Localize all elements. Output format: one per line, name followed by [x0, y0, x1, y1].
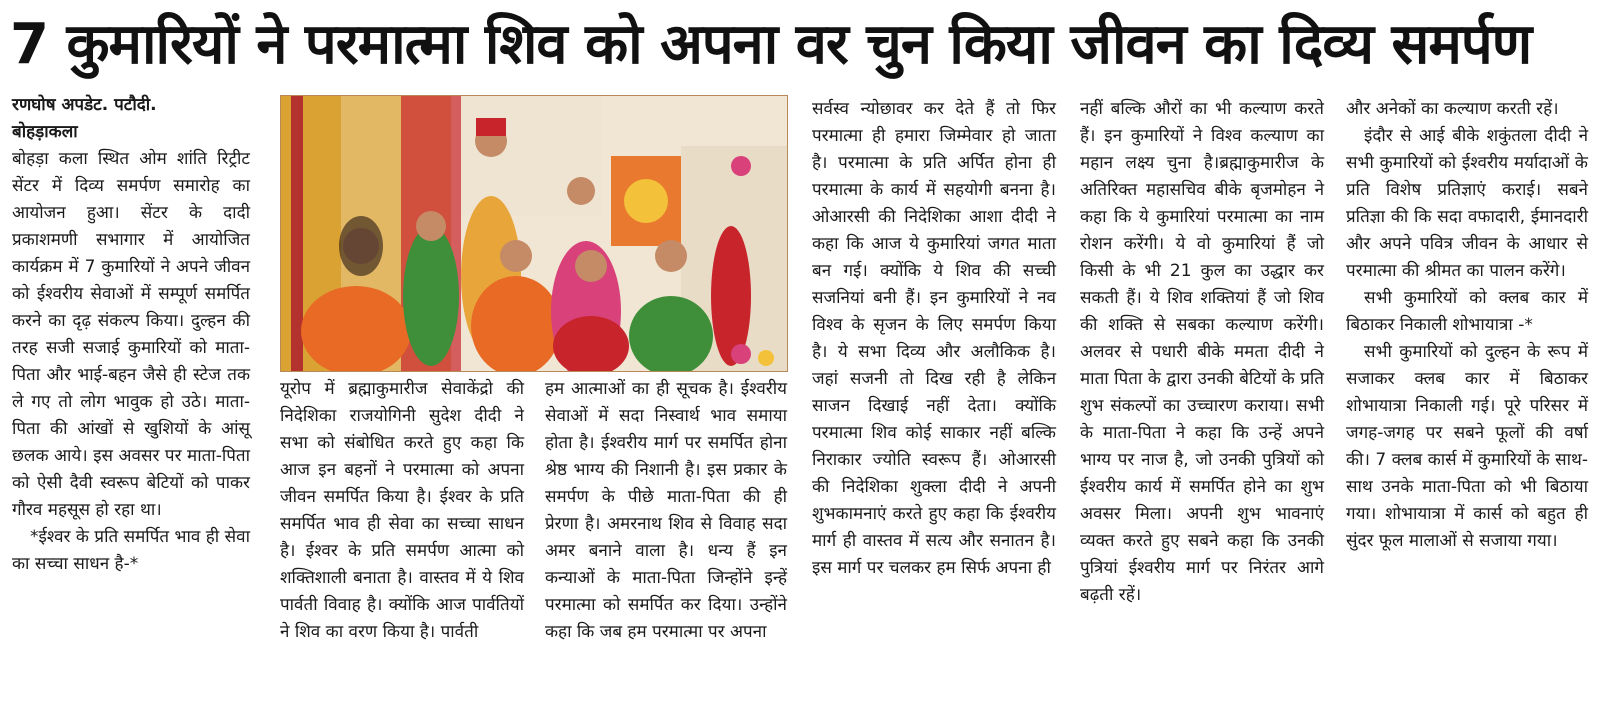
- news-photo: [280, 95, 788, 372]
- paragraph: यूरोप में ब्रह्माकुमारीज सेवाकेंद्रो की निदेशिका राजयोगिनी सुदेश दीदी ने सभा को संबोधित करते हुए कहा कि आज इन बहनों ने परमात्मा को अपना जीवन समर्पित किया है। ईश्वर के प्रति समर्पित भाव ही सेवा का सच्चा साधन है। ईश्वर के प्रति समर्पण आत्मा को शक्तिशाली बनाता है। वास्तव में ये शिव पार्वती विवाह है। क्योंकि आज पार्वतियों ने शिव का वरण किया है। पार्वती: [280, 379, 524, 642]
- dateline-line-1: रणघोष अपडेट. पटौदी.: [12, 95, 157, 115]
- photo-illustration: [281, 96, 787, 371]
- paragraph: नहीं बल्कि औरों का भी कल्याण करते हैं। इन कुमारियों ने विश्व कल्याण का महान लक्ष्य चुना है।ब्रह्माकुमारीज के अतिरिक्त महासचिव बीके बृजमोहन ने कहा कि ये कुमारियां परमात्मा का नाम रोशन करेंगी। ये वो कुमारियां हैं जो किसी के भी 21 कुल का उद्धार कर सकती हैं। ये शिव शक्तियां हैं जो शिव की शक्ति से सबका कल्याण करेंगी। अलवर से पधारी बीके ममता दीदी ने माता पिता के द्वारा उनकी बेटियों के प्रति शुभ संकल्पों का उच्चारण कराया। सभी के माता-पिता ने कहा कि उन्हें अपने भाग्य पर नाज है, जो उनकी पुत्रियों को ईश्वरीय कार्य में समर्पित होने का शुभ अवसर मिला। अपनी शुभ भावनाएं व्यक्त करते हुए सबने कहा कि उनकी पुत्रियां ईश्वरीय मार्ग पर निरंतर आगे बढ़ती रहें।: [1080, 99, 1324, 605]
- headline: 7 कुमारियों ने परमात्मा शिव को अपना वर चुन किया जीवन का दिव्य समर्पण: [10, 12, 1532, 77]
- column-4: [812, 96, 1056, 582]
- column-1: [12, 92, 250, 578]
- dateline-line-2: बोहड़ाकला: [12, 122, 78, 142]
- subheading: *ईश्वर के प्रति समर्पित भाव ही सेवा का सच्चा साधन है-*: [12, 527, 250, 574]
- column-5: [1080, 96, 1324, 609]
- paragraph: बोहड़ा कला स्थित ओम शांति रिट्रीट सेंटर में दिव्य समर्पण समारोह का आयोजन हुआ। सेंटर के दादी प्रकाशमणी सभागार में आयोजित कार्यक्रम में 7 कुमारियों ने अपने जीवन को ईश्वरीय सेवाओं में सम्पूर्ण समर्पित करने का दृढ़ संकल्प किया। दुल्हन की तरह सजी सजाई कुमारियों को माता-पिता और भाई-बहन जैसे ही स्टेज तक ले गए तो लोग भावुक हो उठे। माता-पिता की आंखों से खुशियों के आंसू छलक आये। इस अवसर पर माता-पिता को ऐसी दैवी स्वरूप बेटियों को पाकर गौरव महसूस हो रहा था।: [12, 149, 250, 520]
- column-2: [280, 376, 524, 646]
- subheading: सभी कुमारियों को क्लब कार में बिठाकर निकाली शोभायात्रा -*: [1346, 288, 1588, 335]
- paragraph: हम आत्माओं का ही सूचक है। ईश्वरीय सेवाओं में सदा निस्वार्थ भाव समाया होता है। ईश्वरीय मार्ग पर समर्पित होना श्रेष्ठ भाग्य की निशानी है। इस प्रकार के समर्पण के पीछे माता-पिता की ही प्रेरणा है। अमरनाथ शिव से विवाह सदा अमर बनाने वाला है। धन्य हैं इन कन्याओं के माता-पिता जिन्होंने इन्हें परमात्मा को समर्पित कर दिया। उन्होंने कहा कि जब हम परमात्मा पर अपना: [545, 379, 787, 642]
- paragraph: सर्वस्व न्योछावर कर देते हैं तो फिर परमात्मा ही हमारा जिम्मेवार हो जाता है। परमात्मा के प्रति अर्पित होना ही परमात्मा के कार्य में सहयोगी बनना है। ओआरसी की निदेशिका आशा दीदी ने कहा कि आज ये कुमारियां जगत माता बन गई। क्योंकि ये शिव की सच्ची सजनियां बनी हैं। इन कुमारियों ने नव विश्व के सृजन के लिए समर्पण किया है। ये सभा दिव्य और अलौकिक है। जहां सजनी तो दिख रही है लेकिन साजन दिखाई नहीं देता। क्योंकि परमात्मा शिव कोई साकार नहीं बल्कि निराकार ज्योति स्वरूप हैं। ओआरसी की निदेशिका शुक्ला दीदी ने अपनी शुभकामनाएं करते हुए कहा कि ईश्वरीय मार्ग ही वास्तव में सत्य और सनातन है। इस मार्ग पर चलकर हम सिर्फ अपना ही: [812, 99, 1056, 578]
- column-3: [545, 376, 787, 646]
- column-6: [1346, 96, 1588, 555]
- paragraph: और अनेकों का कल्याण करती रहें।: [1346, 99, 1559, 119]
- paragraph: सभी कुमारियों को दुल्हन के रूप में सजाकर क्लब कार में बिठाकर शोभायात्रा निकाली गई। पूरे परिसर में जगह-जगह पर सबने फूलों की वर्षा की। 7 क्लब कार्स में कुमारियों के साथ-साथ उनके माता-पिता को भी बिठाया गया। शोभायात्रा में कार्स को बहुत ही सुंदर फूल मालाओं से सजाया गया।: [1346, 342, 1588, 551]
- paragraph: इंदौर से आई बीके शकुंतला दीदी ने सभी कुमारियों को ईश्वरीय मर्यादाओं के प्रति विशेष प्रतिज्ञाएं कराई। सबने प्रतिज्ञा की कि सदा वफादारी, ईमानदारी और अपने पवित्र जीवन के आधार से परमात्मा की श्रीमत का पालन करेंगे।: [1346, 126, 1588, 281]
